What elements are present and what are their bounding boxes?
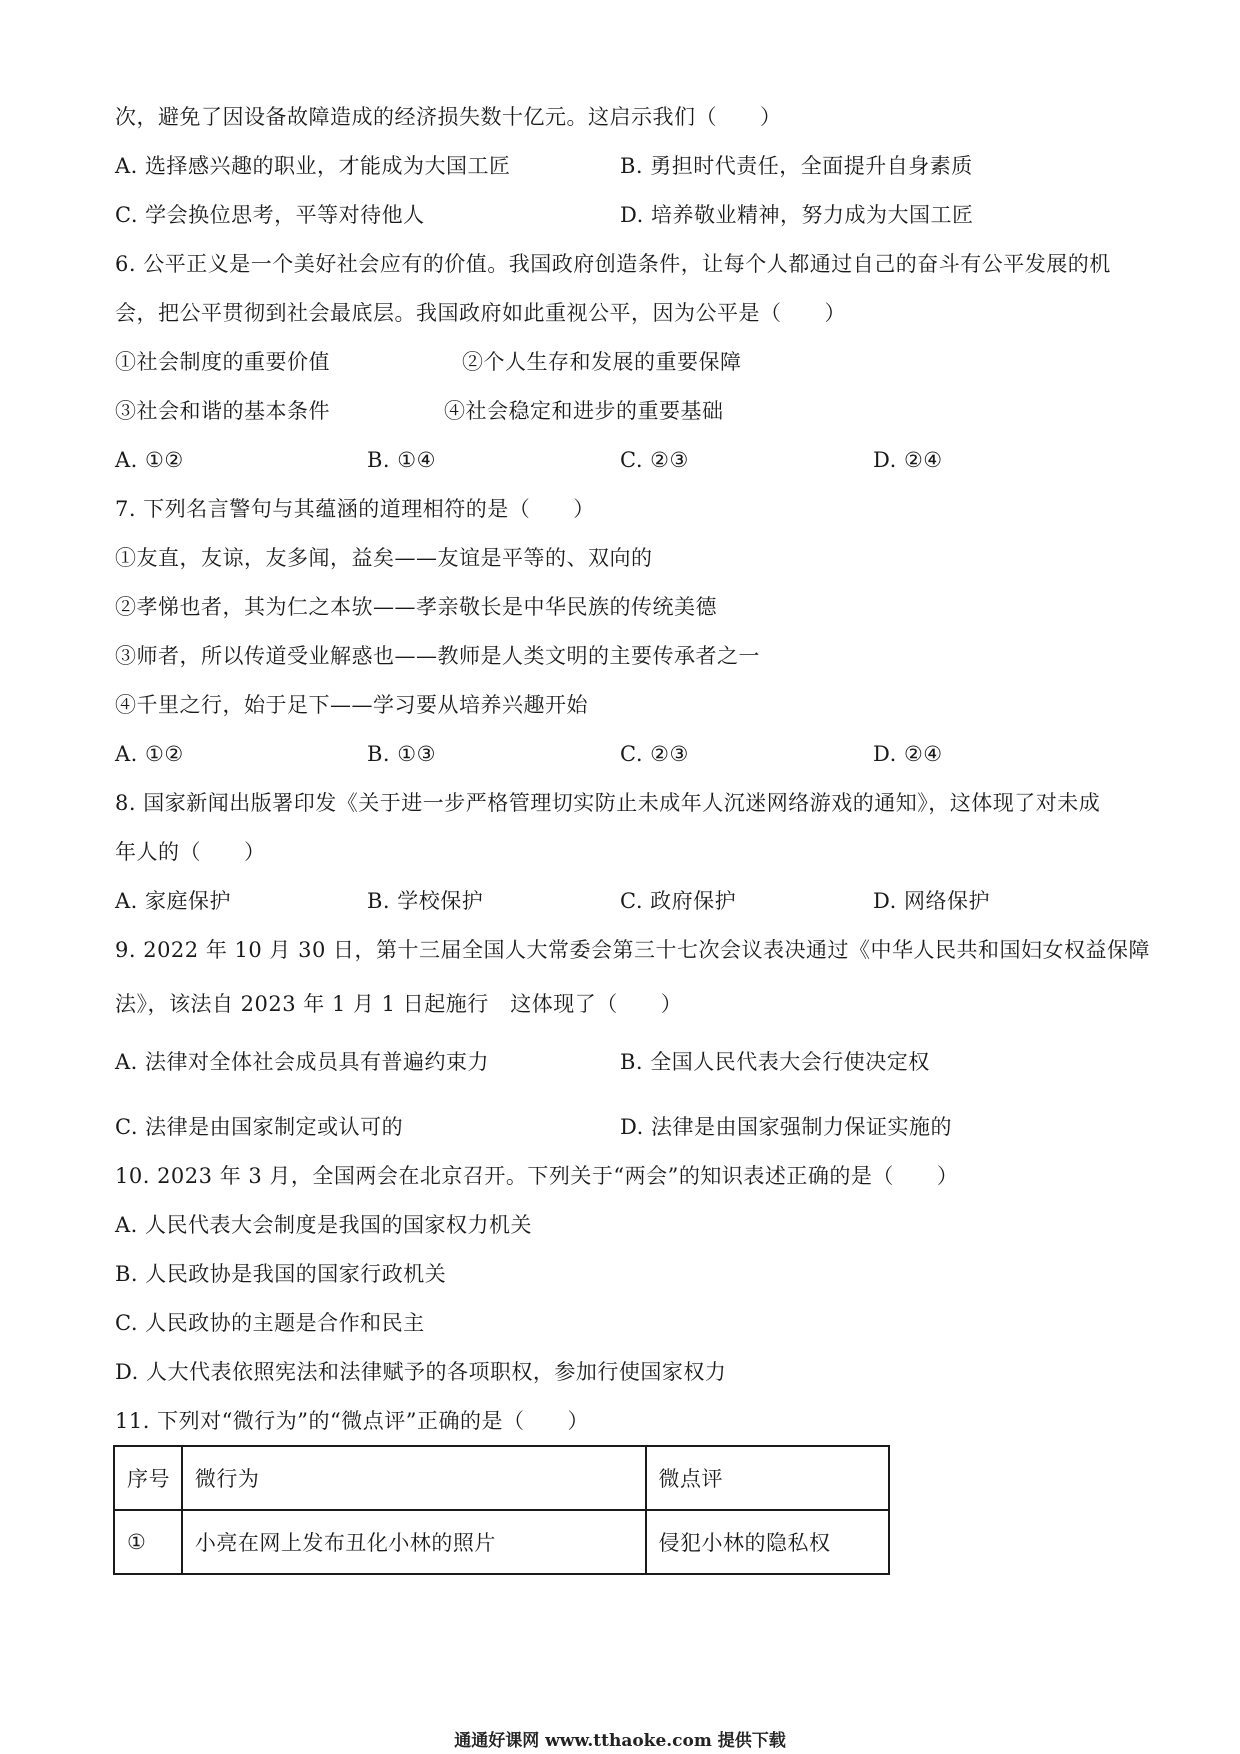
table-cell: 侵犯小林的隐私权 (646, 1510, 889, 1574)
page-footer: 通通好课网 www.tthaoke.com 提供下载 (454, 1731, 786, 1751)
q7-item-4: ④千里之行，始于足下——学习要从培养兴趣开始 (115, 693, 588, 717)
table-header-cell: 微点评 (646, 1446, 889, 1510)
q5-option-c: C. 学会换位思考，平等对待他人 (115, 203, 425, 227)
q9-stem-line1: 9. 2022 年 10 月 30 日，第十三届全国人大常委会第三十七次会议表决通过《中华人民共和国妇女权益保障 (115, 938, 1150, 962)
q6-stem-line1: 6. 公平正义是一个美好社会应有的价值。我国政府创造条件，让每个人都通过自己的奋斗有公平发展的机 (115, 252, 1111, 276)
q9-option-a: A. 法律对全体社会成员具有普遍约束力 (115, 1050, 490, 1074)
q6-option-b: B. ①④ (367, 448, 436, 472)
q5-option-a: A. 选择感兴趣的职业，才能成为大国工匠 (115, 154, 511, 178)
q8-option-b: B. 学校保护 (367, 889, 484, 913)
table-header-cell: 微行为 (182, 1446, 646, 1510)
q10-option-d: D. 人大代表依照宪法和法律赋予的各项职权，参加行使国家权力 (115, 1360, 727, 1384)
q8-option-a: A. 家庭保护 (115, 889, 232, 913)
q9-option-b: B. 全国人民代表大会行使决定权 (620, 1050, 930, 1074)
q11-stem: 11. 下列对“微行为”的“微点评”正确的是（ ） (115, 1409, 590, 1433)
q10-option-b: B. 人民政协是我国的国家行政机关 (115, 1262, 447, 1286)
q6-item-2: ②个人生存和发展的重要保障 (462, 350, 742, 374)
q7-option-d: D. ②④ (873, 742, 943, 766)
table-header-cell: 序号 (114, 1446, 182, 1510)
q6-item-1: ①社会制度的重要价值 (115, 350, 330, 374)
q10-option-a: A. 人民代表大会制度是我国的国家权力机关 (115, 1213, 533, 1237)
q7-item-2: ②孝悌也者，其为仁之本欤——孝亲敬长是中华民族的传统美德 (115, 595, 717, 619)
q7-option-b: B. ①③ (367, 742, 436, 766)
q7-option-a: A. ①② (115, 742, 184, 766)
q6-stem-line2: 会，把公平贯彻到社会最底层。我国政府如此重视公平，因为公平是（ ） (115, 301, 846, 325)
q8-stem-line1: 8. 国家新闻出版署印发《关于进一步严格管理切实防止未成年人沉迷网络游戏的通知》，这体现了对未成 (115, 791, 1101, 815)
q6-option-a: A. ①② (115, 448, 184, 472)
q7-item-3: ③师者，所以传道受业解惑也——教师是人类文明的主要传承者之一 (115, 644, 760, 668)
q6-option-d: D. ②④ (873, 448, 943, 472)
table-cell: 小亮在网上发布丑化小林的照片 (182, 1510, 646, 1574)
q5-stem-tail: 次，避免了因设备故障造成的经济损失数十亿元。这启示我们（ ） (115, 105, 782, 129)
q7-item-1: ①友直，友谅，友多闻，益矣——友谊是平等的、双向的 (115, 546, 653, 570)
q8-stem-line2: 年人的（ ） (115, 840, 266, 864)
q6-option-c: C. ②③ (620, 448, 689, 472)
q7-option-c: C. ②③ (620, 742, 689, 766)
q10-option-c: C. 人民政协的主题是合作和民主 (115, 1311, 425, 1335)
q6-item-3: ③社会和谐的基本条件 (115, 399, 330, 423)
q9-option-d: D. 法律是由国家强制力保证实施的 (620, 1115, 952, 1139)
table-header-row (114, 1446, 889, 1510)
q8-option-d: D. 网络保护 (873, 889, 990, 913)
table-cell: ① (114, 1510, 182, 1574)
q9-option-c: C. 法律是由国家制定或认可的 (115, 1115, 404, 1139)
q8-option-c: C. 政府保护 (620, 889, 737, 913)
q6-item-4: ④社会稳定和进步的重要基础 (444, 399, 724, 423)
q11-table (113, 1445, 890, 1575)
q5-option-d: D. 培养敬业精神，努力成为大国工匠 (620, 203, 974, 227)
table-row (114, 1510, 889, 1574)
q7-stem: 7. 下列名言警句与其蕴涵的道理相符的是（ ） (115, 497, 595, 521)
q9-stem-line2: 法》，该法自 2023 年 1 月 1 日起施行 这体现了（ ） (115, 992, 683, 1016)
q10-stem: 10. 2023 年 3 月，全国两会在北京召开。下列关于“两会”的知识表述正确的是（ ） (115, 1164, 959, 1188)
q5-option-b: B. 勇担时代责任，全面提升自身素质 (620, 154, 973, 178)
